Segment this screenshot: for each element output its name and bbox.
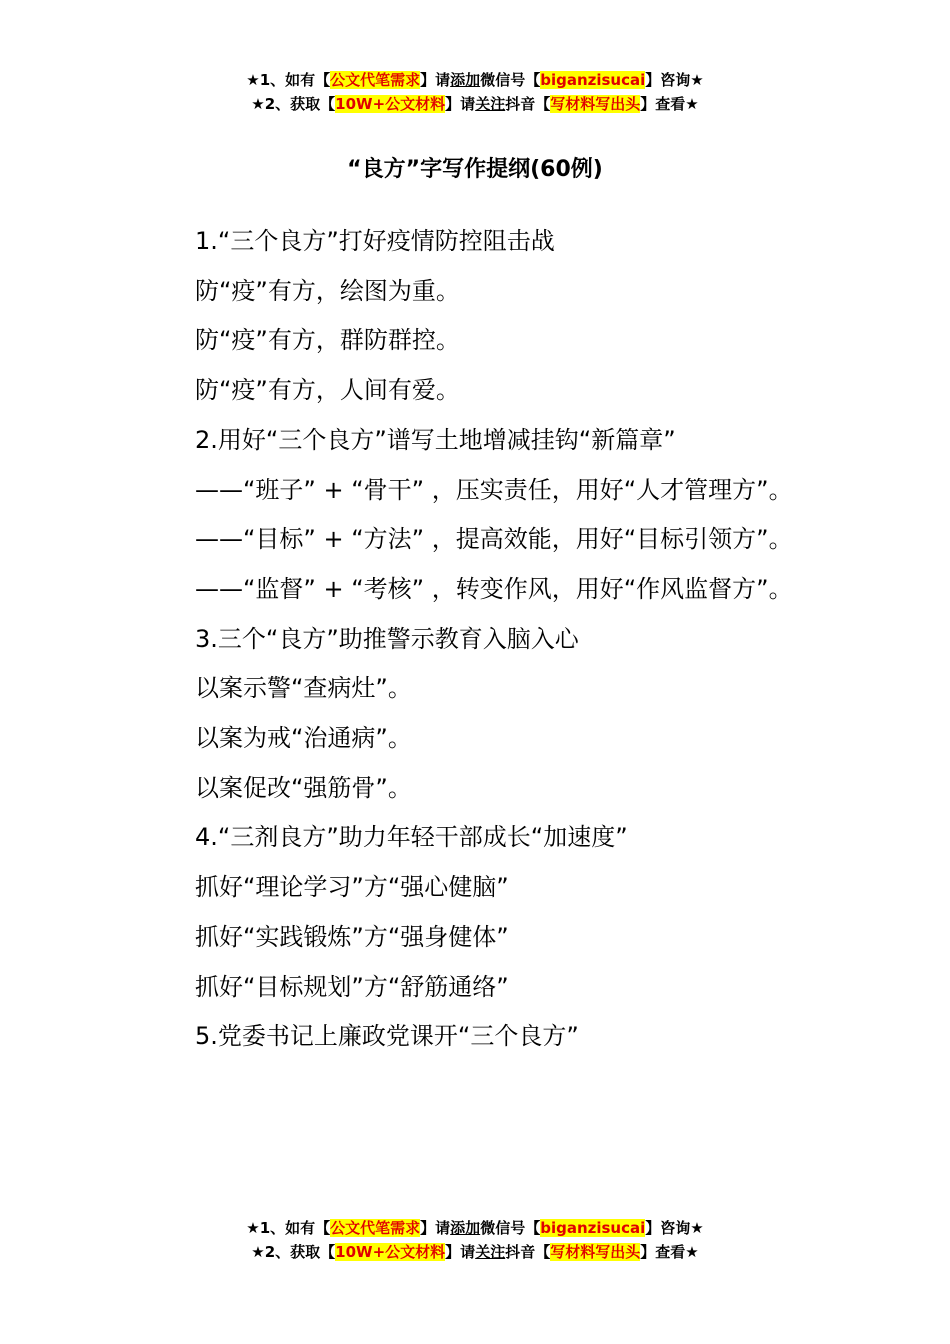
paragraph: 4.“三剂良方”助力年轻干部成长“加速度” bbox=[195, 823, 628, 852]
banner-text: 】咨询 bbox=[645, 1219, 691, 1237]
banner-line-2 bbox=[0, 92, 950, 116]
banner-underlined: 添加 bbox=[450, 71, 481, 89]
star-icon: ★ bbox=[685, 1243, 699, 1261]
banner-text: 】查看 bbox=[640, 95, 686, 113]
banner-highlight: 10W+公文材料 bbox=[335, 1243, 446, 1261]
footer-banner bbox=[0, 1216, 950, 1264]
banner-text: 1、如有【 bbox=[259, 1219, 331, 1237]
document-body bbox=[145, 217, 807, 1062]
paragraph: 抓好“理论学习”方“强心健脑” bbox=[195, 873, 509, 902]
banner-text: 抖音【 bbox=[505, 95, 551, 113]
paragraph: 2.用好“三个良方”谱写土地增减挂钩“新篇章” bbox=[195, 425, 676, 454]
banner-text: 1、如有【 bbox=[259, 71, 331, 89]
paragraph: 防“疫”有方，群防群控。 bbox=[195, 326, 460, 355]
banner-text: 】查看 bbox=[640, 1243, 686, 1261]
paragraph: 抓好“目标规划”方“舒筋通络” bbox=[195, 972, 509, 1001]
banner-text: 】咨询 bbox=[645, 71, 691, 89]
star-icon: ★ bbox=[685, 95, 699, 113]
banner-wechat-id: biganzisucai bbox=[540, 1219, 646, 1237]
banner-highlight: 公文代笔需求 bbox=[330, 71, 421, 89]
paragraph: ——“监督” + “考核” ，转变作风，用好“作风监督方”。 bbox=[195, 574, 793, 603]
banner-text: 微信号【 bbox=[480, 1219, 541, 1237]
header-banner bbox=[0, 68, 950, 116]
paragraph: 以案示警“查病灶”。 bbox=[195, 674, 412, 703]
star-icon: ★ bbox=[251, 95, 265, 113]
banner-text: 】请 bbox=[445, 1243, 476, 1261]
banner-underlined: 关注 bbox=[475, 1243, 506, 1261]
banner-underlined: 关注 bbox=[475, 95, 506, 113]
banner-text: 】请 bbox=[445, 95, 476, 113]
star-icon: ★ bbox=[246, 71, 260, 89]
paragraph: 以案促改“强筋骨”。 bbox=[195, 773, 412, 802]
paragraph: ——“目标” + “方法” ，提高效能，用好“目标引领方”。 bbox=[195, 525, 793, 554]
star-icon: ★ bbox=[690, 71, 704, 89]
paragraph: 3.三个“良方”助推警示教育入脑入心 bbox=[195, 624, 579, 653]
banner-highlight: 10W+公文材料 bbox=[335, 95, 446, 113]
paragraph: 1.“三个良方”打好疫情防控阻击战 bbox=[195, 227, 555, 255]
banner-text: 2、获取【 bbox=[264, 1243, 336, 1261]
banner-douyin-id: 写材料写出头 bbox=[550, 1243, 641, 1261]
banner-line-2 bbox=[0, 1240, 950, 1264]
star-icon: ★ bbox=[690, 1219, 704, 1237]
document-title: “良方”字写作提纲(60例) bbox=[347, 157, 603, 182]
banner-text: 】请 bbox=[420, 71, 451, 89]
banner-underlined: 添加 bbox=[450, 1219, 481, 1237]
paragraph: 防“疫”有方，绘图为重。 bbox=[195, 276, 460, 305]
star-icon: ★ bbox=[246, 1219, 260, 1237]
banner-text: 2、获取【 bbox=[264, 95, 336, 113]
paragraph: ——“班子” + “骨干” ，压实责任，用好“人才管理方”。 bbox=[195, 475, 793, 504]
paragraph: 以案为戒“治通病”。 bbox=[195, 724, 412, 753]
star-icon: ★ bbox=[251, 1243, 265, 1261]
banner-text: 抖音【 bbox=[505, 1243, 551, 1261]
banner-douyin-id: 写材料写出头 bbox=[550, 95, 641, 113]
banner-highlight: 公文代笔需求 bbox=[330, 1219, 421, 1237]
banner-wechat-id: biganzisucai bbox=[540, 71, 646, 89]
paragraph: 防“疫”有方，人间有爱。 bbox=[195, 376, 460, 405]
paragraph: 抓好“实践锻炼”方“强身健体” bbox=[195, 922, 509, 951]
banner-text: 微信号【 bbox=[480, 71, 541, 89]
banner-text: 】请 bbox=[420, 1219, 451, 1237]
banner-line-1 bbox=[0, 1216, 950, 1240]
banner-line-1 bbox=[0, 68, 950, 92]
paragraph: 5.党委书记上廉政党课开“三个良方” bbox=[195, 1022, 579, 1051]
